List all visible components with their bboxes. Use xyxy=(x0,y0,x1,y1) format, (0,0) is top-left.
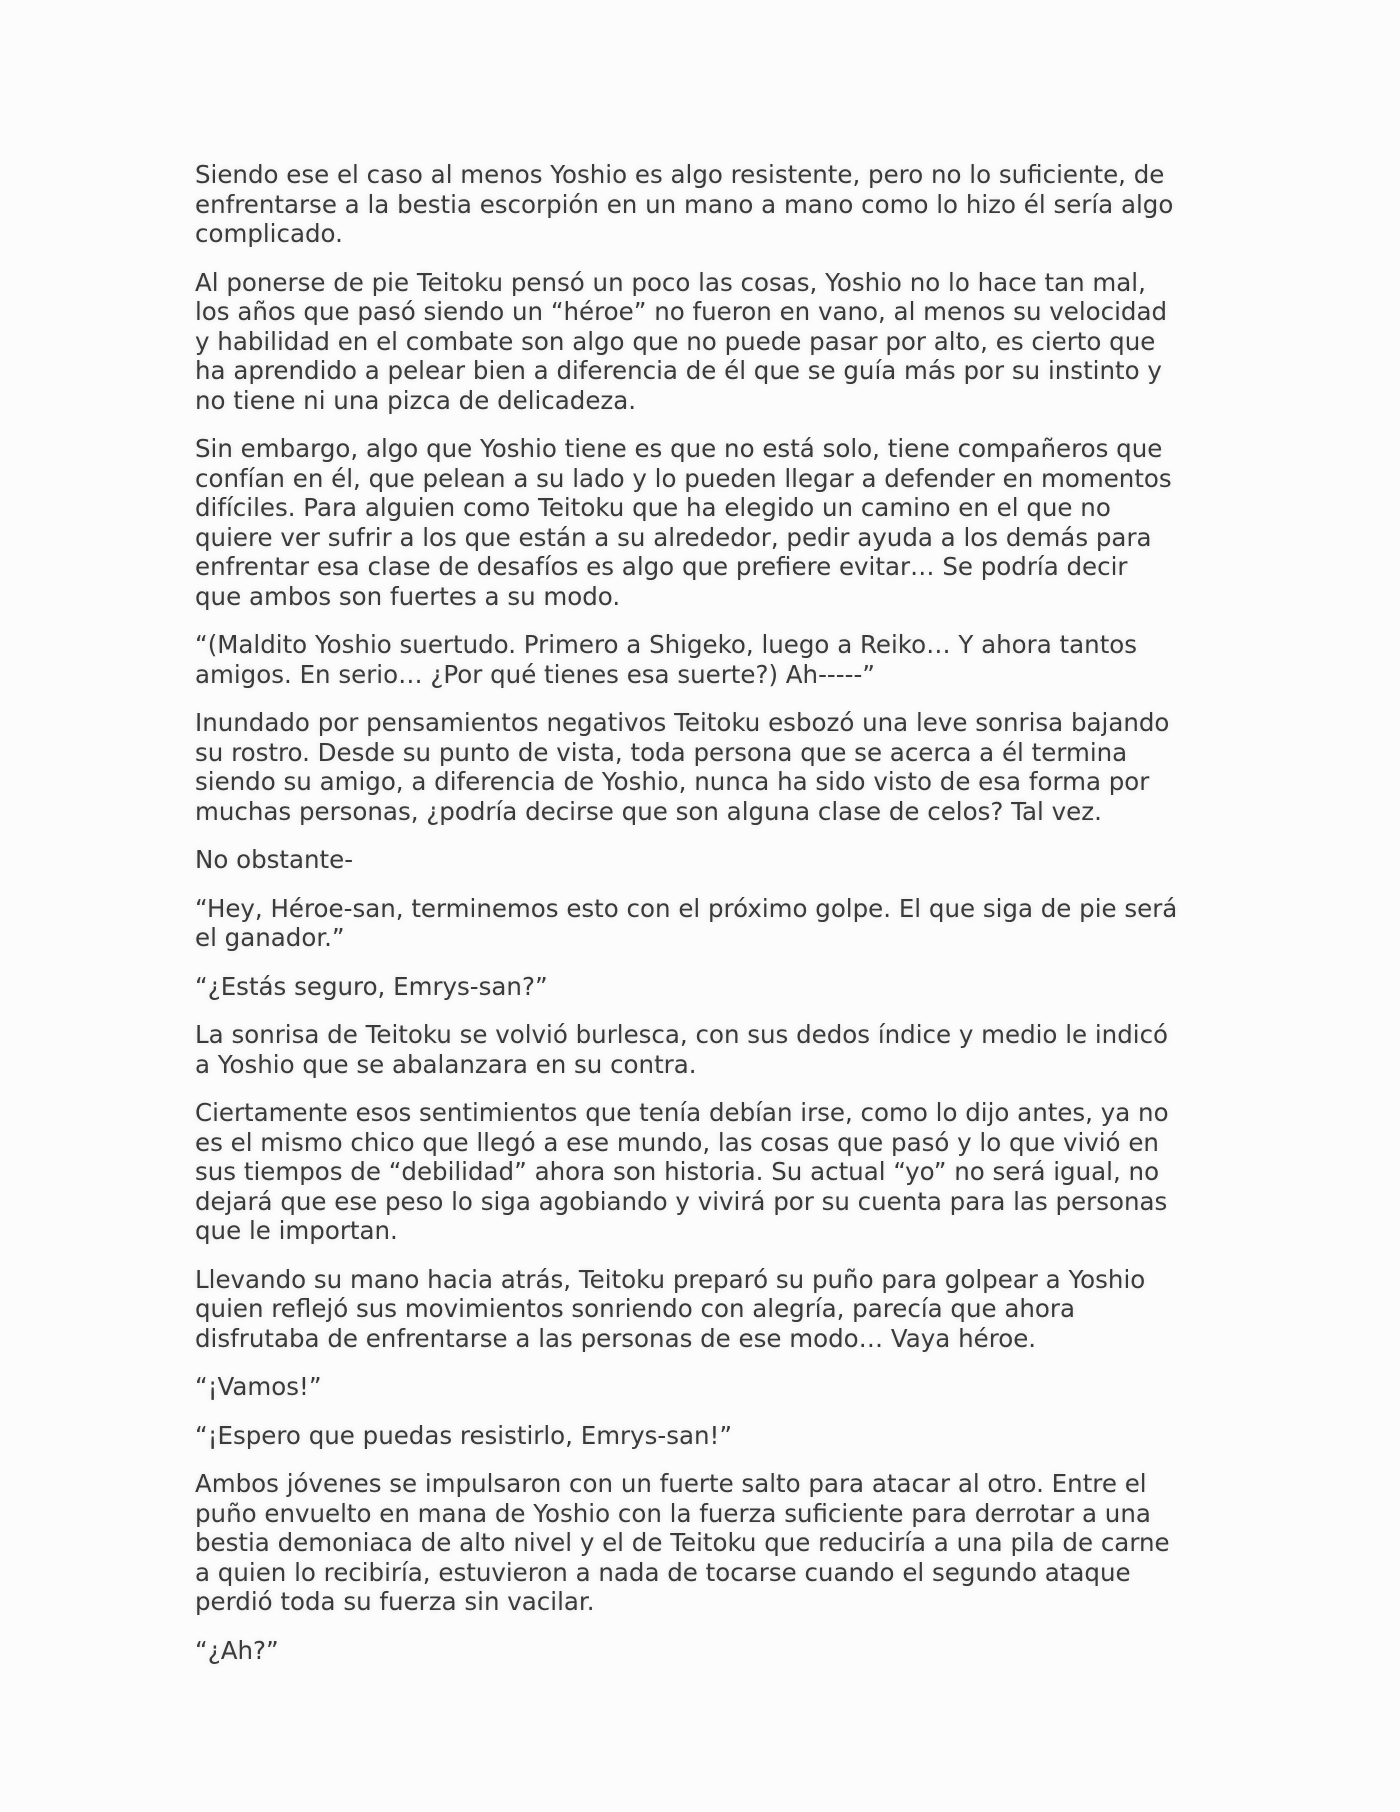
paragraph: Sin embargo, algo que Yoshio tiene es que no está solo, tiene compañeros que confían en él, que pelean a su lado y lo pueden llegar a defender en momentos difíciles. Para alguien como Teitoku que ha elegido un camino en el que no quiere ver sufrir a los que están a su alrededor, pedir ayuda a los demás para enfrentar esa clase de desafíos es algo que prefiere evitar… Se podría decir que ambos son fuertes a su modo. xyxy=(195,434,1172,611)
paragraph: Inundado por pensamientos negativos Teitoku esbozó una leve sonrisa bajando su rostro. Desde su punto de vista, toda persona que se acerca a él termina siendo su amigo, a diferencia de Yoshio, nunca ha sido visto de esa forma por muchas personas, ¿podría decirse que son alguna clase de celos? Tal vez. xyxy=(195,708,1170,826)
paragraph: Ambos jóvenes se impulsaron con un fuerte salto para atacar al otro. Entre el puño envuelto en mana de Yoshio con la fuerza suficiente para derrotar a una bestia demoniaca de alto nivel y el de Teitoku que reduciría a una pila de carne a quien lo recibiría, estuvieron a nada de tocarse cuando el segundo ataque perdió toda su fuerza sin vacilar. xyxy=(195,1469,1170,1616)
paragraph: “¿Estás seguro, Emrys-san?” xyxy=(195,971,548,1001)
paragraph: Llevando su mano hacia atrás, Teitoku preparó su puño para golpear a Yoshio quien reflejó sus movimientos sonriendo con alegría, parecía que ahora disfrutaba de enfrentarse a las personas de ese modo… Vaya héroe. xyxy=(195,1264,1146,1353)
paragraph: “(Maldito Yoshio suertudo. Primero a Shigeko, luego a Reiko… Y ahora tantos amigos. En serio… ¿Por qué tienes esa suerte?) Ah-----” xyxy=(195,630,1138,689)
paragraph: Al ponerse de pie Teitoku pensó un poco las cosas, Yoshio no lo hace tan mal, los años que pasó siendo un “héroe” no fueron en vano, al menos su velocidad y habilidad en el combate son algo que no puede pasar por alto, es cierto que ha aprendido a pelear bien a diferencia de él que se guía más por su instinto y no tiene ni una pizca de delicadeza. xyxy=(195,267,1168,415)
paragraph: No obstante- xyxy=(195,845,354,874)
paragraph: La sonrisa de Teitoku se volvió burlesca, con sus dedos índice y medio le indicó a Yoshio que se abalanzara en su contra. xyxy=(195,1020,1169,1079)
paragraph: “Hey, Héroe-san, terminemos esto con el próximo golpe. El que siga de pie será el ganador.” xyxy=(195,893,1178,952)
paragraph: Siendo ese el caso al menos Yoshio es algo resistente, pero no lo suficiente, de enfrentarse a la bestia escorpión en un mano a mano como lo hizo él sería algo complicado. xyxy=(195,160,1174,248)
paragraph: “¡Vamos!” xyxy=(195,1372,322,1401)
paragraph: “¿Ah?” xyxy=(195,1635,279,1665)
paragraph: Ciertamente esos sentimientos que tenía debían irse, como lo dijo antes, ya no es el mismo chico que llegó a ese mundo, las cosas que pasó y lo que vivió en sus tiempos de “debilidad” ahora son historia. Su actual “yo” no será igual, no dejará que ese peso lo siga agobiando y vivirá por su cuenta para las personas que le importan. xyxy=(195,1098,1169,1245)
document-page xyxy=(195,160,1220,1684)
paragraph: “¡Espero que puedas resistirlo, Emrys-san!” xyxy=(195,1420,733,1450)
